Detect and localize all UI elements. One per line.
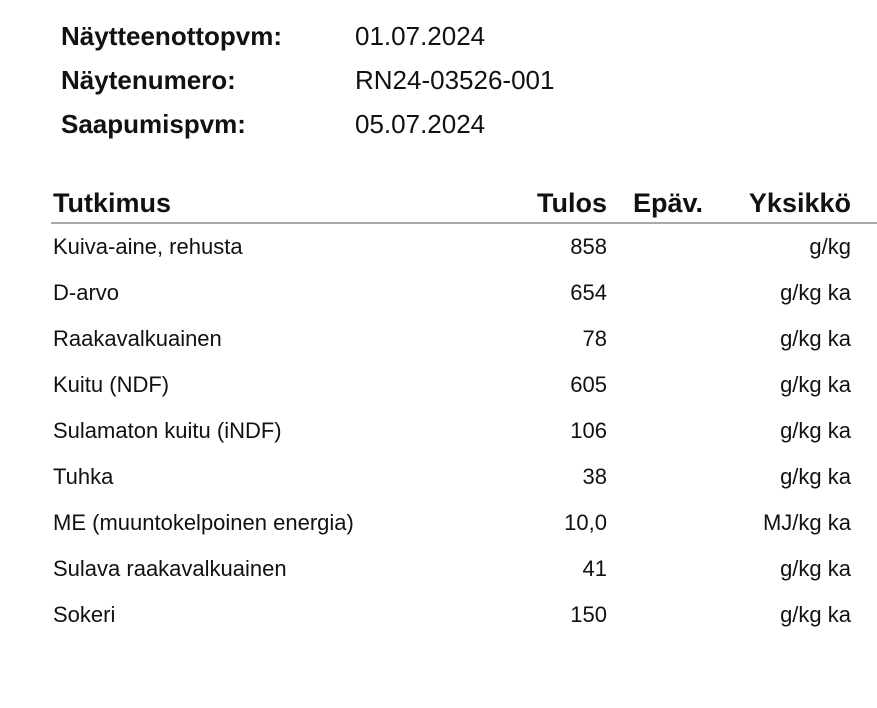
table-body: [51, 224, 877, 638]
table-header: [51, 184, 877, 224]
row-name: Kuiva-aine, rehusta: [53, 234, 243, 259]
row-name: ME (muuntokelpoinen energia): [53, 510, 354, 535]
table-row: [51, 316, 877, 362]
row-result: 10,0: [564, 510, 607, 535]
row-name: Kuitu (NDF): [53, 372, 170, 397]
sample-number-row: [61, 58, 554, 102]
sample-date-label: Näytteenottopvm:: [61, 20, 283, 51]
row-result: 78: [582, 326, 607, 351]
row-result: 605: [570, 372, 607, 397]
sample-number-label: Näytenumero:: [61, 64, 236, 95]
header-result: Tulos: [537, 187, 607, 218]
row-unit: g/kg ka: [780, 326, 851, 351]
header-unit: Yksikkö: [748, 187, 851, 218]
row-name: Sulamaton kuitu (iNDF): [53, 418, 282, 443]
table-row: [51, 454, 877, 500]
table-row: [51, 362, 877, 408]
row-unit: g/kg ka: [780, 464, 851, 489]
sample-number-value: RN24-03526-001: [355, 64, 555, 95]
sample-date-value: 01.07.2024: [355, 20, 486, 51]
row-unit: MJ/kg ka: [762, 510, 851, 535]
header-name: Tutkimus: [53, 187, 172, 218]
arrival-date-label: Saapumispvm:: [61, 108, 246, 139]
row-unit: g/kg ka: [780, 418, 851, 443]
arrival-date-row: [61, 102, 554, 146]
row-name: Tuhka: [53, 464, 114, 489]
arrival-date-value: 05.07.2024: [355, 108, 486, 139]
row-unit: g/kg ka: [780, 556, 851, 581]
table-row: [51, 270, 877, 316]
row-unit: g/kg ka: [780, 280, 851, 305]
header-uncertainty: Epäv.: [632, 187, 703, 218]
row-result: 41: [582, 556, 607, 581]
row-result: 106: [570, 418, 607, 443]
row-name: Raakavalkuainen: [53, 326, 222, 351]
results-table: [51, 184, 877, 638]
table-row: [51, 592, 877, 638]
row-unit: g/kg ka: [780, 372, 851, 397]
table-row: [51, 224, 877, 270]
table-row: [51, 500, 877, 546]
row-result: 38: [582, 464, 607, 489]
row-result: 654: [570, 280, 607, 305]
row-name: Sulava raakavalkuainen: [53, 556, 287, 581]
row-unit: g/kg ka: [780, 602, 851, 627]
row-result: 150: [570, 602, 607, 627]
row-name: D-arvo: [53, 280, 120, 305]
row-result: 858: [570, 234, 607, 259]
sample-info: [61, 14, 554, 146]
table-row: [51, 408, 877, 454]
sample-date-row: [61, 14, 554, 58]
row-name: Sokeri: [53, 602, 116, 627]
row-unit: g/kg: [809, 234, 851, 259]
table-row: [51, 546, 877, 592]
